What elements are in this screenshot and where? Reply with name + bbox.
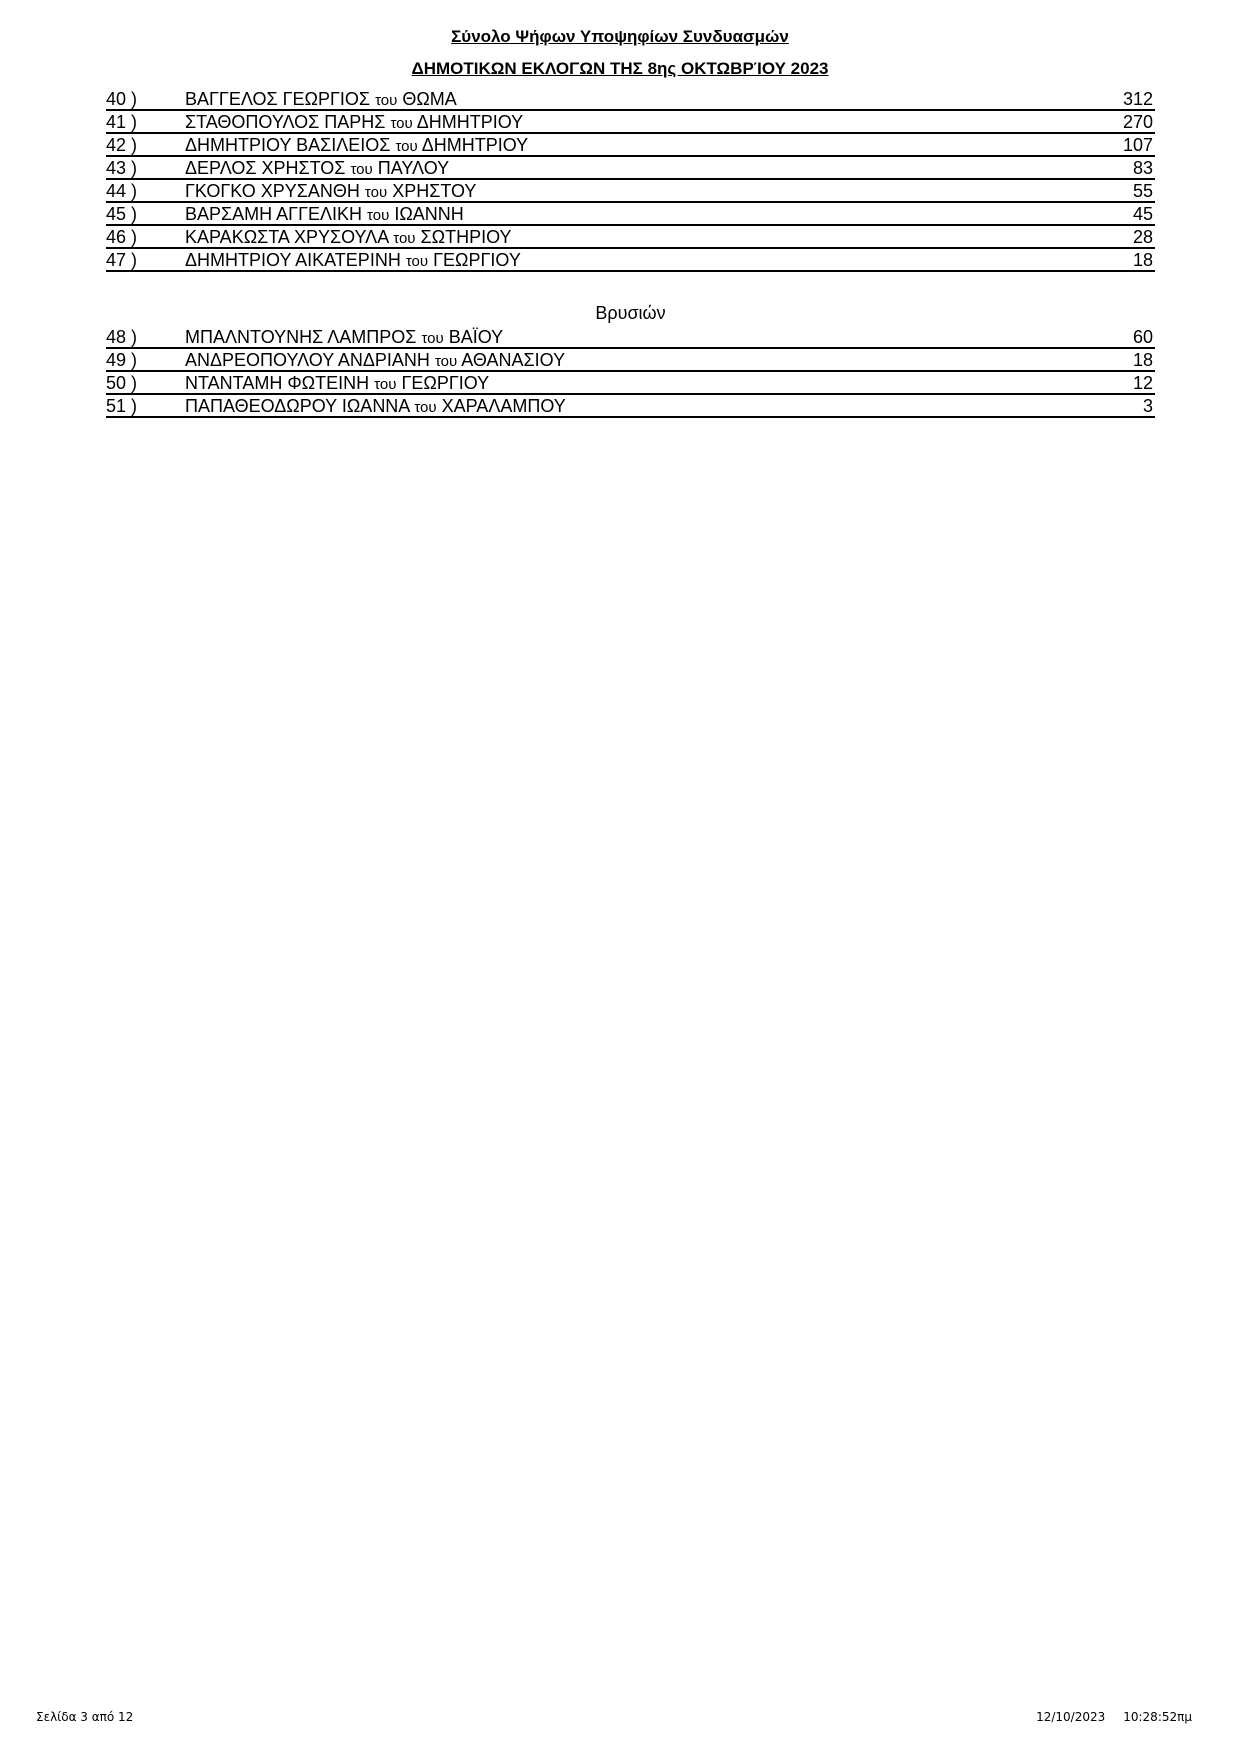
row-number: 48 ) — [106, 327, 138, 347]
vote-count: 107 — [1122, 135, 1153, 155]
vote-count: 18 — [1132, 250, 1153, 270]
row-number: 44 ) — [106, 181, 138, 201]
vote-count: 55 — [1132, 181, 1153, 201]
vote-count: 12 — [1132, 373, 1153, 393]
table-row — [106, 349, 1155, 372]
vote-count: 3 — [1142, 396, 1153, 416]
group-title: Βρυσιών — [595, 303, 666, 323]
candidate-name: ΚΑΡΑΚΩΣΤΑ ΧΡΥΣΟΥΛΑ του ΣΩΤΗΡΙΟΥ — [185, 227, 512, 247]
vote-count: 45 — [1132, 204, 1153, 224]
vote-count: 28 — [1132, 227, 1153, 247]
results-table-group-2-rows — [106, 326, 1155, 418]
page-title: Σύνολο Ψήφων Υποψηφίων Συνδυασμών — [451, 27, 789, 46]
row-number: 49 ) — [106, 350, 138, 370]
table-row — [106, 134, 1155, 157]
table-row — [106, 372, 1155, 395]
page-subtitle: ΔΗΜΟΤΙΚΩΝ ΕΚΛΟΓΩΝ ΤΗΣ 8ης ΟΚΤΩΒΡΊΟΥ 2023 — [411, 59, 829, 78]
candidate-name: ΠΑΠΑΘΕΟΔΩΡΟΥ ΙΩΑΝΝΑ του ΧΑΡΑΛΑΜΠΟΥ — [185, 396, 566, 416]
candidate-name: ΔΕΡΛΟΣ ΧΡΗΣΤΟΣ του ΠΑΥΛΟΥ — [185, 158, 450, 178]
candidate-name: ΒΑΓΓΕΛΟΣ ΓΕΩΡΓΙΟΣ του ΘΩΜΑ — [185, 89, 457, 109]
row-number: 46 ) — [106, 227, 138, 247]
row-number: 41 ) — [106, 112, 138, 132]
candidate-name: ΣΤΑΘΟΠΟΥΛΟΣ ΠΑΡΗΣ του ΔΗΜΗΤΡΙΟΥ — [185, 112, 524, 132]
table-row — [106, 249, 1155, 272]
timestamp — [1036, 1710, 1192, 1724]
table-row — [106, 111, 1155, 134]
table-row — [106, 88, 1155, 111]
row-number: 40 ) — [106, 89, 138, 109]
vote-count: 18 — [1132, 350, 1153, 370]
table-row — [106, 226, 1155, 249]
candidate-name: ΔΗΜΗΤΡΙΟΥ ΒΑΣΙΛΕΙΟΣ του ΔΗΜΗΤΡΙΟΥ — [185, 135, 529, 155]
results-table-group-1 — [106, 88, 1155, 272]
vote-count: 60 — [1132, 327, 1153, 347]
table-row — [106, 157, 1155, 180]
table-row — [106, 395, 1155, 418]
row-number: 45 ) — [106, 204, 138, 224]
row-number: 42 ) — [106, 135, 138, 155]
table-row — [106, 326, 1155, 349]
candidate-name: ΜΠΑΛΝΤΟΥΝΗΣ ΛΑΜΠΡΟΣ του ΒΑΪΟΥ — [185, 327, 504, 347]
vote-count: 270 — [1122, 112, 1153, 132]
row-number: 51 ) — [106, 396, 138, 416]
vote-count: 83 — [1132, 158, 1153, 178]
print-time: 10:28:52πμ — [1123, 1710, 1192, 1724]
candidate-name: ΒΑΡΣΑΜΗ ΑΓΓΕΛΙΚΗ του ΙΩΑΝΝΗ — [185, 204, 464, 224]
table-row — [106, 180, 1155, 203]
vote-count: 312 — [1122, 89, 1153, 109]
page-number: Σελίδα 3 από 12 — [36, 1710, 134, 1724]
row-number: 50 ) — [106, 373, 138, 393]
candidate-name: ΔΗΜΗΤΡΙΟΥ ΑΙΚΑΤΕΡΙΝΗ του ΓΕΩΡΓΙΟΥ — [185, 250, 521, 270]
candidate-name: ΑΝΔΡΕΟΠΟΥΛΟΥ ΑΝΔΡΙΑΝΗ του ΑΘΑΝΑΣΙΟΥ — [185, 350, 566, 370]
row-number: 47 ) — [106, 250, 138, 270]
table-row — [106, 203, 1155, 226]
print-date: 12/10/2023 — [1036, 1710, 1106, 1724]
candidate-name: ΝΤΑΝΤΑΜΗ ΦΩΤΕΙΝΗ του ΓΕΩΡΓΙΟΥ — [185, 373, 490, 393]
candidate-name: ΓΚΟΓΚΟ ΧΡΥΣΑΝΘΗ του ΧΡΗΣΤΟΥ — [185, 181, 477, 201]
results-table-group-2 — [106, 300, 1155, 322]
row-number: 43 ) — [106, 158, 138, 178]
